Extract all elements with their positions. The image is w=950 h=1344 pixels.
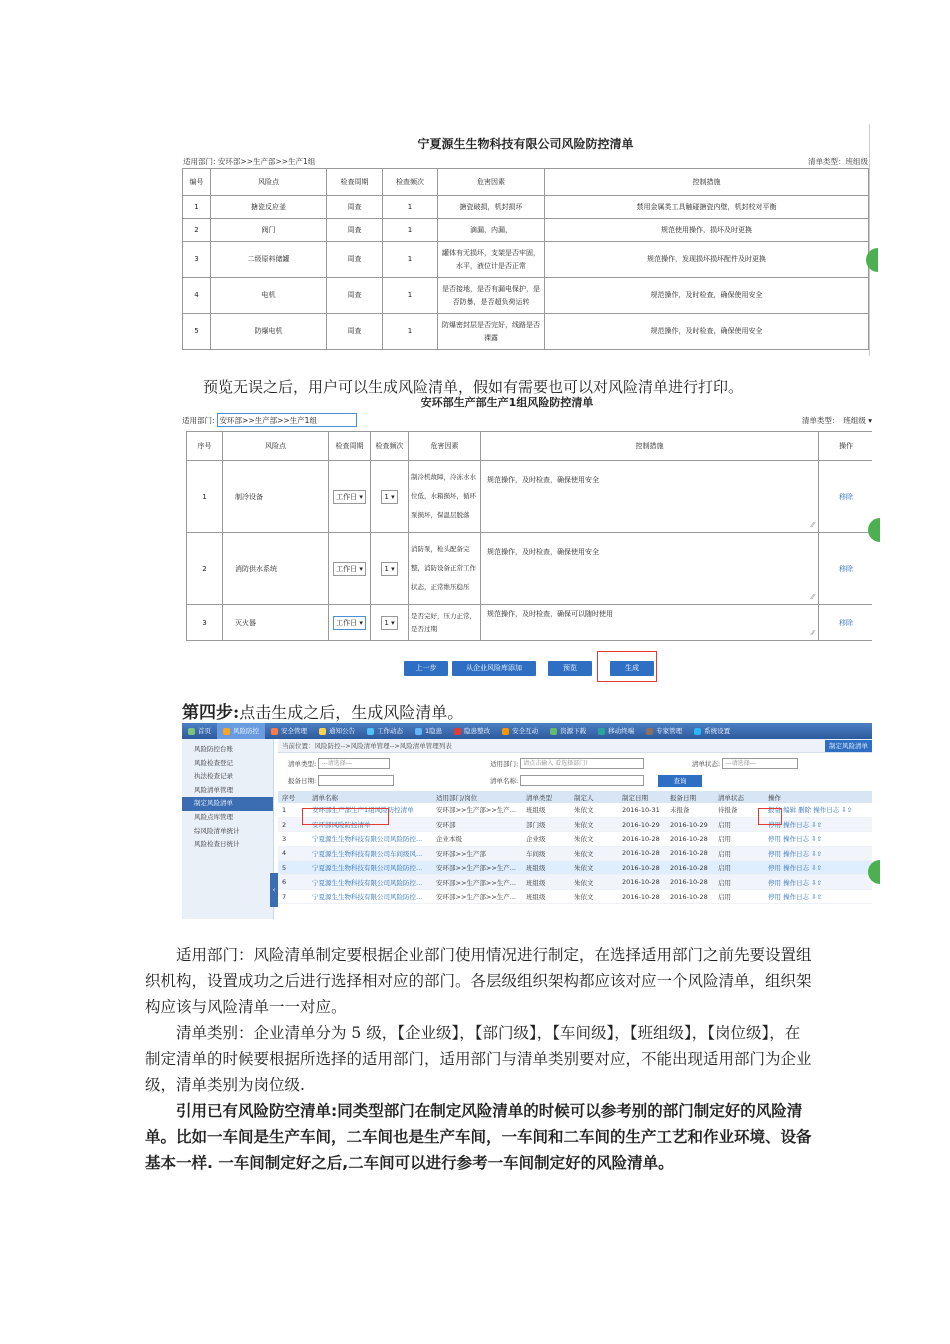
work-icon <box>367 728 374 735</box>
step4-label: 第四步: <box>182 703 240 723</box>
cell-report: 未报备 <box>666 803 714 817</box>
list-name-input[interactable] <box>520 775 644 786</box>
col-measure: 控制措施 <box>545 169 869 196</box>
nav-home[interactable] <box>182 723 217 739</box>
cell-measure: 禁用金属类工具触碰搪瓷内壁，机封校对平衡 <box>545 196 869 219</box>
cell-no: 5 <box>183 314 211 350</box>
cell-no: 5 <box>278 861 308 875</box>
cell-dept: 安环部>>生产部 <box>432 846 522 860</box>
dept-paragraph: 适用部门：风险清单制定要根据企业部门使用情况进行制定，在选择适用部门之前先要设置组织机构，设置成功之后进行选择相对应的部门。各层级组织架构都应该对应一个风险清单，组织架构应该与风险清单一一对应。 <box>145 946 812 1016</box>
cell-freq: 1 <box>383 278 438 314</box>
cell-hazard: 是否完好，压力正常，是否过期 <box>409 605 481 641</box>
table-row[interactable] <box>278 832 872 846</box>
report-highlight-box <box>758 808 782 825</box>
cell-made: 2016-10-28 <box>618 889 666 903</box>
cell-maker: 朱依文 <box>570 832 618 846</box>
new-list-highlight-box <box>302 808 389 825</box>
table-row[interactable] <box>278 875 872 889</box>
mobile-icon <box>598 728 605 735</box>
cell-measure: 规范使用操作，损坏及时更换 <box>545 219 869 242</box>
col-dept: 适用部门/岗位 <box>432 791 522 803</box>
collapse-sidebar-icon[interactable]: ‹ <box>270 873 278 907</box>
nav-download[interactable] <box>544 723 592 739</box>
generate-button[interactable]: 生成 <box>610 661 654 676</box>
cell-ops[interactable]: 停用 操作日志 ⇩⇧ <box>764 861 872 875</box>
resize-grip-icon[interactable]: ⁄⁄ <box>811 521 814 529</box>
cell-hazard: 消防泵，枪头配备完整，消防设备正常工作状态，正常维压稳压 <box>409 533 481 605</box>
cell-maker: 朱依文 <box>570 861 618 875</box>
cell-no: 4 <box>278 846 308 860</box>
nav-label: 隐患整改 <box>464 727 491 735</box>
cell-no: 7 <box>278 889 308 903</box>
table-row <box>183 219 869 242</box>
cell-name[interactable]: 宁夏源生生物科技有限公司车间级风... <box>308 846 432 860</box>
cell-name[interactable]: 宁夏源生生物科技有限公司风险防控... <box>308 832 432 846</box>
measure-text: 规范操作，及时检查，确保使用安全 <box>487 548 599 556</box>
top-nav <box>182 723 872 739</box>
col-status: 清单状态 <box>714 791 764 803</box>
measure-textarea[interactable] <box>481 533 819 605</box>
type-label: 清单类型： <box>801 415 840 425</box>
table-row <box>183 242 869 278</box>
cell-hazard: 搪瓷破损，机封损坏 <box>438 196 545 219</box>
sidebar-item-list-stats[interactable]: 综风险清单统计 <box>194 826 240 835</box>
nav-hazard[interactable] <box>409 723 448 739</box>
cell-no: 1 <box>278 803 308 817</box>
cell-status: 启用 <box>714 861 764 875</box>
cell-cycle: 周查 <box>327 278 383 314</box>
cell-ops[interactable]: 停用 操作日志 ⇩⇧ <box>764 889 872 903</box>
cycle-select[interactable]: 工作日 ▾ <box>333 490 366 504</box>
cell-no: 1 <box>183 196 211 219</box>
cell-type: 车间级 <box>522 846 570 860</box>
cell-freq: 1 <box>383 196 438 219</box>
col-no: 编号 <box>183 169 211 196</box>
col-report-date: 报备日期 <box>666 791 714 803</box>
nav-risk-control[interactable] <box>217 723 265 739</box>
nav-label: 1隐患 <box>425 727 443 735</box>
cell-name[interactable]: 宁夏源生生物科技有限公司风险防控... <box>308 889 432 903</box>
edit-table <box>186 431 872 641</box>
cell-name[interactable]: 安环部风险防控清单 <box>308 817 432 831</box>
remove-link[interactable]: 移除 <box>839 564 853 573</box>
cell-point: 消防供水系统 <box>223 533 329 605</box>
chat-icon <box>502 728 509 735</box>
report-date-input[interactable] <box>318 775 394 786</box>
nav-safety[interactable] <box>265 723 313 739</box>
step4-caption <box>182 698 463 723</box>
cell-no: 1 <box>187 461 223 533</box>
col-freq: 检查频次 <box>383 169 438 196</box>
risk-list-preview-screenshot <box>182 124 870 356</box>
cell-maker: 朱依文 <box>570 846 618 860</box>
edit-list-title: 安环部生产部生产1组风险防控清单 <box>420 396 594 409</box>
freq-select[interactable]: 1 ▾ <box>381 490 397 504</box>
nav-label: 系统设置 <box>704 727 731 735</box>
measure-text: 规范操作，及时检查，确保可以随时使用 <box>487 610 613 618</box>
cell-report: 2016-10-29 <box>666 817 714 831</box>
col-measure: 控制措施 <box>481 432 819 461</box>
table-row[interactable] <box>278 889 872 903</box>
col-made-date: 制定日期 <box>618 791 666 803</box>
freq-select[interactable]: 1 ▾ <box>381 616 397 630</box>
table-row <box>187 461 873 533</box>
main-content <box>278 739 872 919</box>
cell-dept: 安环部>>生产部>>生产... <box>432 861 522 875</box>
bell-icon <box>319 728 326 735</box>
cell-status: 启用 <box>714 889 764 903</box>
cell-status: 启用 <box>714 875 764 889</box>
nav-label: 工作动态 <box>377 727 403 735</box>
sidebar <box>182 739 274 919</box>
cell-measure: 规范操作，及时检查，确保使用安全 <box>545 314 869 350</box>
cell-point: 制冷设备 <box>223 461 329 533</box>
cell-no: 6 <box>278 875 308 889</box>
explanation-text <box>145 942 813 1176</box>
cell-made: 2016-10-28 <box>618 875 666 889</box>
dept-input[interactable]: 请点击输入 看选择部门! <box>520 758 644 769</box>
risk-icon <box>223 728 230 735</box>
nav-settings[interactable] <box>688 723 736 739</box>
cell-no: 4 <box>183 278 211 314</box>
cell-made: 2016-10-29 <box>618 817 666 831</box>
table-row <box>183 278 869 314</box>
reference-paragraph: 引用已有风险防空清单:同类型部门在制定风险清单的时候可以参考别的部门制定好的风险清单。比如一车间是生产车间，二车间也是生产车间，一车间和二车间的生产工艺和作业环境、设备基本一样. 一车间制定好之后,二车间可以进行参考一车间制定好的风险清单。 <box>145 1102 812 1172</box>
col-point: 风险点 <box>223 432 329 461</box>
cell-status: 启用 <box>714 846 764 860</box>
filter-label: 清单状态: <box>692 760 721 768</box>
cell-dept: 企业本级 <box>432 832 522 846</box>
filter-label: 报备日期: <box>288 777 317 785</box>
cell-ops[interactable]: 停用 操作日志 ⇩⇧ <box>764 817 872 831</box>
cell-name[interactable]: 宁夏源生生物科技有限公司风险防控... <box>308 875 432 889</box>
home-icon <box>188 728 195 735</box>
cell-report: 2016-10-28 <box>666 875 714 889</box>
sidebar-item-make-list[interactable]: 制定风险清单 <box>182 797 273 811</box>
cell-no: 2 <box>278 817 308 831</box>
col-freq: 检查频次 <box>371 432 409 461</box>
make-list-button[interactable]: 制定风险清单 <box>825 740 872 752</box>
risk-list-edit-screenshot <box>182 396 872 686</box>
cell-status: 待报备 <box>714 803 764 817</box>
sidebar-item-list-manage[interactable]: 风险清单管理 <box>194 785 233 794</box>
category-paragraph: 清单类别：企业清单分为 5 级，【企业级】，【部门级】，【车间级】，【班组级】，【岗位级】，在制定清单的时候要根据所选择的适用部门，适用部门与清单类别要对应，不能出现适用部门为企业级，清单类别为岗位级. <box>145 1024 812 1094</box>
col-name: 清单名称 <box>308 791 432 803</box>
safety-icon <box>271 728 278 735</box>
status-select[interactable]: ---请选择--- <box>722 758 798 769</box>
sidebar-item-daily-stats[interactable]: 风险检查日统计 <box>194 840 240 849</box>
cell-report: 2016-10-28 <box>666 889 714 903</box>
nav-mobile[interactable] <box>592 723 640 739</box>
cell-point: 灭火器 <box>223 605 329 641</box>
add-from-library-button[interactable]: 从企业风险库添加 <box>452 661 536 676</box>
cell-dept: 安环部>>生产部>>生产... <box>432 889 522 903</box>
cell-maker: 朱依文 <box>570 817 618 831</box>
cycle-select[interactable]: 工作日 ▾ <box>333 616 366 630</box>
download-icon <box>550 728 557 735</box>
sidebar-item-check-register[interactable]: 风险检查登记 <box>194 758 233 767</box>
hazard-icon <box>415 728 422 735</box>
col-hazard: 危害因素 <box>409 432 481 461</box>
cell-point: 搪瓷反应釜 <box>211 196 327 219</box>
nav-work[interactable] <box>361 723 409 739</box>
cell-made: 2016-10-28 <box>618 832 666 846</box>
dept-field[interactable]: 安环部>>生产部>>生产1组 <box>217 413 357 427</box>
cell-type: 班组级 <box>522 875 570 889</box>
cycle-select[interactable]: 工作日 ▾ <box>333 562 366 576</box>
cell-dept: 安环部>>生产部>>生产... <box>432 803 522 817</box>
col-cycle: 检查周期 <box>329 432 371 461</box>
cell-ops[interactable]: 停用 操作日志 ⇩⇧ <box>764 832 872 846</box>
cell-type: 班组级 <box>522 889 570 903</box>
table-row[interactable] <box>278 861 872 875</box>
filter-label: 适用部门: <box>490 760 519 768</box>
type-label: 清单类型：班组级 <box>808 157 868 166</box>
table-row <box>187 605 873 641</box>
filter-bar <box>278 753 872 791</box>
cell-status: 启用 <box>714 817 764 831</box>
resize-grip-icon[interactable]: ⁄⁄ <box>811 593 814 601</box>
nav-interact[interactable] <box>496 723 544 739</box>
nav-notice[interactable] <box>313 723 361 739</box>
cell-cycle: 周查 <box>327 242 383 278</box>
preview-paragraph: 预览无误之后，用户可以生成风险清单，假如有需要也可以对风险清单进行打印。 <box>203 378 744 396</box>
table-row <box>183 196 869 219</box>
list-title: 宁夏源生生物科技有限公司风险防控清单 <box>417 137 634 151</box>
col-no: 序号 <box>278 791 308 803</box>
col-maker: 制定人 <box>570 791 618 803</box>
nav-label: 风险防控 <box>233 727 259 735</box>
nav-label: 资源下载 <box>560 727 587 735</box>
expert-icon <box>646 728 653 735</box>
cell-type: 班组级 <box>522 803 570 817</box>
query-button[interactable]: 查询 <box>658 775 702 787</box>
cell-no: 3 <box>278 832 308 846</box>
sidebar-item-enforcement[interactable]: 执法检查记录 <box>194 772 233 781</box>
nav-label: 移动终端 <box>608 727 635 735</box>
preview-table <box>182 168 869 350</box>
col-action: 操作 <box>819 432 873 461</box>
cell-dept: 安环部 <box>432 817 522 831</box>
prev-step-button[interactable]: 上一步 <box>404 661 448 676</box>
resize-grip-icon[interactable]: ⁄⁄ <box>811 629 814 637</box>
cell-ops[interactable]: 停用 操作日志 ⇩⇧ <box>764 846 872 860</box>
cell-made: 2016-10-28 <box>618 861 666 875</box>
cell-no: 2 <box>183 219 211 242</box>
col-type: 清单类型 <box>522 791 570 803</box>
dept-label: 适用部门: <box>182 415 215 425</box>
cell-no: 3 <box>183 242 211 278</box>
cell-hazard: 罐体有无损坏，支架是否牢固，水平，液位计是否正常 <box>438 242 545 278</box>
cell-cycle: 周查 <box>327 196 383 219</box>
cell-status: 启用 <box>714 832 764 846</box>
cell-no: 3 <box>187 605 223 641</box>
col-ops: 操作 <box>764 791 872 803</box>
cell-made: 2016-10-31 <box>618 803 666 817</box>
list-type-select[interactable]: ---请选择--- <box>318 758 390 769</box>
cell-report: 2016-10-28 <box>666 846 714 860</box>
nav-label: 安全管理 <box>281 727 307 735</box>
col-point: 风险点 <box>211 169 327 196</box>
cell-freq: 1 <box>383 242 438 278</box>
cell-cycle: 周查 <box>327 219 383 242</box>
nav-label: 专家管理 <box>656 727 683 735</box>
cell-point: 阀门 <box>211 219 327 242</box>
table-row <box>183 314 869 350</box>
breadcrumb-text: 当前位置：风险防控-->风险清单管理-->风险清单管理列表 <box>282 742 452 750</box>
cell-type: 部门级 <box>522 817 570 831</box>
measure-textarea[interactable] <box>481 605 819 641</box>
table-row <box>187 533 873 605</box>
breadcrumb <box>278 739 872 753</box>
col-no: 序号 <box>187 432 223 461</box>
cell-measure: 规范操作，及时检查，确保使用安全 <box>545 278 869 314</box>
sidebar-item-ledger[interactable]: 风险防控台账 <box>194 745 233 753</box>
cell-name[interactable]: 安环部生产部生产1组风险防控清单 <box>308 803 432 817</box>
cell-type: 班组级 <box>522 861 570 875</box>
step4-text: 点击生成之后，生成风险清单。 <box>239 703 464 722</box>
nav-label: 通知公告 <box>329 727 355 735</box>
cell-hazard: 防爆密封层是否完好，线路是否裸露 <box>438 314 545 350</box>
sidebar-item-point-library[interactable]: 风险点库管理 <box>194 812 233 821</box>
cell-no: 2 <box>187 533 223 605</box>
col-cycle: 检查周期 <box>327 169 383 196</box>
gear-icon <box>694 728 701 735</box>
filter-label: 清单名称: <box>490 777 519 785</box>
nav-expert[interactable] <box>640 723 688 739</box>
cell-measure: 规范操作，发现损坏损坏配件及时更换 <box>545 242 869 278</box>
cell-type: 企业级 <box>522 832 570 846</box>
cell-dept: 安环部>>生产部>>生产... <box>432 875 522 889</box>
cell-point: 二级原料储罐 <box>211 242 327 278</box>
nav-label: 安全互动 <box>512 727 539 735</box>
remove-link[interactable]: 移除 <box>839 618 853 627</box>
cell-point: 防爆电机 <box>211 314 327 350</box>
cell-hazard: 滴漏，内漏， <box>438 219 545 242</box>
remove-link[interactable]: 移除 <box>839 492 853 501</box>
cell-freq: 1 <box>383 314 438 350</box>
cell-made: 2016-10-28 <box>618 846 666 860</box>
cell-ops[interactable]: 停用 操作日志 ⇩⇧ <box>764 875 872 889</box>
generate-highlight-box <box>597 651 657 682</box>
cell-maker: 朱依文 <box>570 803 618 817</box>
filter-label: 清单类型: <box>288 760 317 768</box>
nav-label: 首页 <box>198 727 211 735</box>
preview-button[interactable]: 预览 <box>548 661 592 676</box>
measure-text: 规范操作，及时检查，确保使用安全 <box>487 476 599 484</box>
measure-textarea[interactable] <box>481 461 819 533</box>
freq-select[interactable]: 1 ▾ <box>381 562 397 576</box>
rectify-icon <box>454 728 461 735</box>
cell-ops[interactable]: 报备 编辑 删除 操作日志 ⇩⇧ <box>764 803 872 817</box>
table-row[interactable] <box>278 846 872 860</box>
cell-hazard: 制冷机故障，冷冻水水位低，水箱损坏，循环泵损坏，保温层脱落 <box>409 461 481 533</box>
cell-name[interactable]: 宁夏源生生物科技有限公司风险防控... <box>308 861 432 875</box>
cell-maker: 朱依文 <box>570 889 618 903</box>
cell-cycle: 周查 <box>327 314 383 350</box>
type-select[interactable]: 班组级 ▾ <box>843 415 872 425</box>
cell-point: 电机 <box>211 278 327 314</box>
col-hazard: 危害因素 <box>438 169 545 196</box>
dept-label: 适用部门: 安环部>>生产部>>生产1组 <box>183 157 316 166</box>
cell-report: 2016-10-28 <box>666 832 714 846</box>
cell-hazard: 是否接地，是否有漏电保护，是否防暴，是否超负荷运转 <box>438 278 545 314</box>
risk-list-management-screenshot <box>182 723 872 919</box>
cell-maker: 朱依文 <box>570 875 618 889</box>
cell-freq: 1 <box>383 219 438 242</box>
cell-report: 2016-10-28 <box>666 861 714 875</box>
nav-rectify[interactable] <box>448 723 496 739</box>
